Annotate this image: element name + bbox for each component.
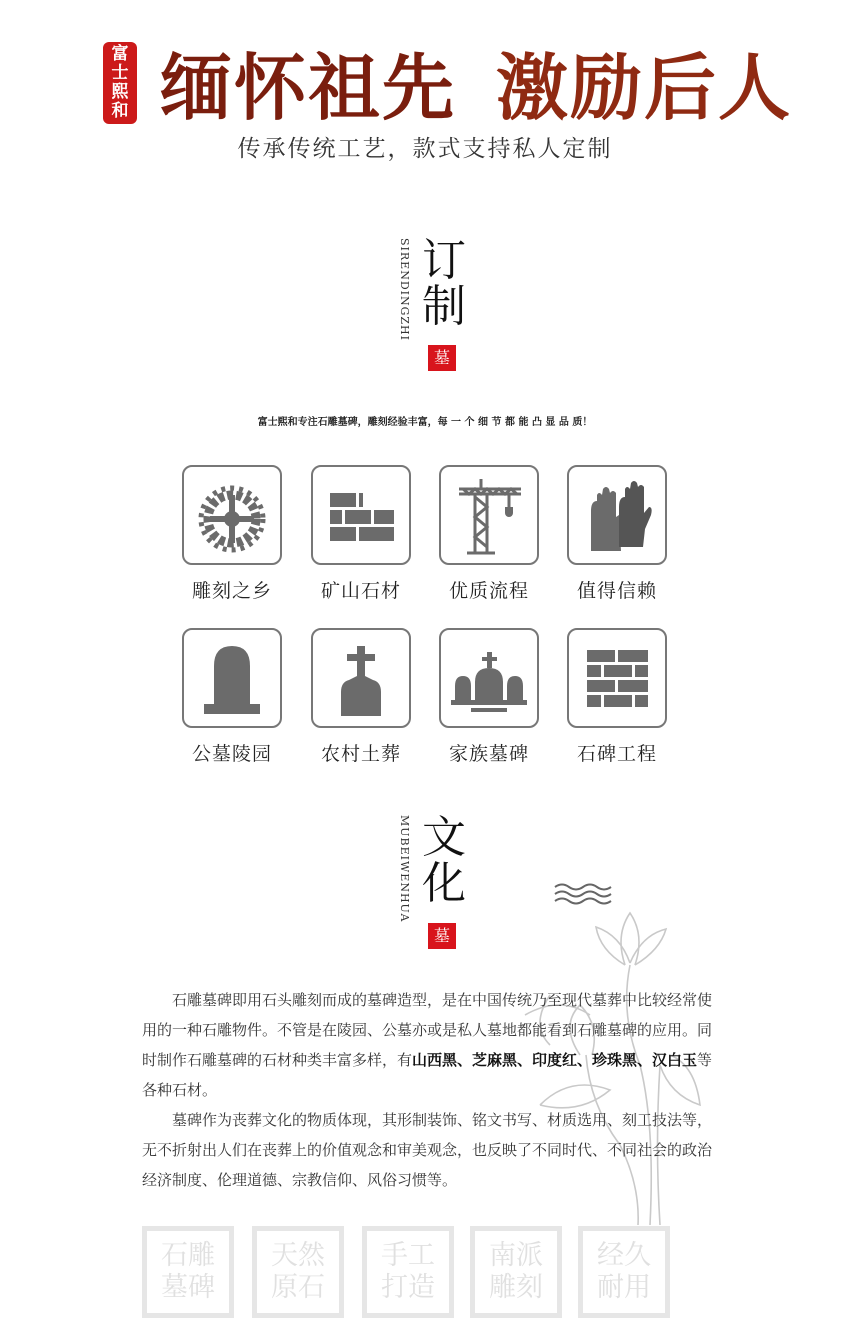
- stamp-line: 南派: [489, 1240, 543, 1271]
- stamp-line: 打造: [381, 1272, 435, 1303]
- stone-wall-icon: [569, 630, 665, 726]
- section-badge: 墓: [428, 923, 456, 949]
- section-pinyin: MUBEIWENHUA: [398, 815, 411, 923]
- section-title-culture: [398, 812, 478, 955]
- section-pinyin: SIRENDINGZHI: [398, 238, 411, 341]
- feature-label: 公墓陵园: [191, 743, 272, 765]
- feature-label: 雕刻之乡: [191, 580, 272, 602]
- feature-label: 农村土葬: [320, 743, 401, 765]
- feature-tile-process: [439, 465, 539, 565]
- logo-char: 和: [111, 101, 129, 121]
- title-char: 化: [422, 858, 466, 909]
- cross-grave-icon: [313, 630, 409, 726]
- culture-description: [142, 985, 714, 1195]
- headline-part2: 激励后人: [496, 45, 793, 130]
- stamp-tile: [252, 1226, 344, 1318]
- stamp-line: 经久: [597, 1240, 651, 1271]
- logo-char: 士: [111, 63, 129, 83]
- feature-tile-quarry: [311, 465, 411, 565]
- feature-label: 优质流程: [448, 580, 529, 602]
- brand-logo-seal: [103, 42, 137, 124]
- gloves-icon: [569, 467, 665, 563]
- feature-tile-carving: [182, 465, 282, 565]
- feature-tile-family: [439, 628, 539, 728]
- feature-tile-engineering: [567, 628, 667, 728]
- culture-paragraph: 墓碑作为丧葬文化的物质体现，其形制装饰、铭文书写、材质选用、刻工技法等，无不折射出人们在丧葬上的价值观念和审美观念，也反映了不同时代、不同社会的政治经济制度、伦理道德、宗教信仰、风俗习惯等。: [142, 1111, 713, 1189]
- stamp-line: 原石: [271, 1272, 325, 1303]
- stamp-line: 天然: [271, 1240, 325, 1271]
- brick-icon: [313, 467, 409, 563]
- stamp-line: 雕刻: [489, 1272, 543, 1303]
- logo-char: 富: [111, 44, 129, 64]
- culture-p1-prefix: 石雕墓碑即用石头雕刻而成的墓碑造型，是在中国传统乃至现代墓葬中比较经常使用的一种石雕物件。不管是在陵园、公墓亦或是私人墓地都能看到石雕墓碑的应用。同时制作石雕墓碑的石材种类丰富多样，有: [142, 991, 713, 1069]
- section-title-chars: [422, 812, 472, 909]
- feature-label: 家族墓碑: [448, 743, 529, 765]
- feature-tile-cemetery: [182, 628, 282, 728]
- title-char: 订: [422, 235, 466, 286]
- feature-label: 矿山石材: [320, 580, 401, 602]
- stamp-tile: [578, 1226, 670, 1318]
- saw-blade-icon: [184, 467, 280, 563]
- section-title-chars: [422, 235, 472, 332]
- stamp-line: 手工: [381, 1240, 435, 1271]
- tower-crane-icon: [441, 467, 537, 563]
- stamp-tile: [142, 1226, 234, 1318]
- culture-paragraph: [142, 985, 714, 1105]
- page-subheadline: 传承传统工艺，款式支持私人定制: [237, 136, 613, 162]
- stamp-tile: [362, 1226, 454, 1318]
- feature-tile-rural: [311, 628, 411, 728]
- section-badge: 墓: [428, 345, 456, 371]
- tombstone-icon: [184, 630, 280, 726]
- feature-label: 石碑工程: [576, 743, 657, 765]
- title-char: 文: [422, 812, 466, 863]
- headline-part1: 缅怀祖先: [160, 45, 457, 130]
- title-char: 制: [422, 281, 466, 332]
- stamp-line: 墓碑: [161, 1272, 215, 1303]
- page-headline: [160, 30, 800, 130]
- stone-types-bold: 山西黑、芝麻黑、印度红、珍珠黑、汉白玉: [412, 1051, 698, 1069]
- logo-char: 熙: [111, 82, 129, 102]
- family-graves-icon: [441, 630, 537, 726]
- feature-tile-trust: [567, 465, 667, 565]
- stamp-tile: [470, 1226, 562, 1318]
- stamp-line: 石雕: [161, 1240, 215, 1271]
- tagline: 富士熙和专注石雕墓碑，雕刻经验丰富，每 一 个 细 节 都 能 凸 显 品 质！: [257, 417, 593, 428]
- stamp-line: 耐用: [597, 1272, 651, 1303]
- section-title-custom: [398, 235, 478, 378]
- waves-decoration-icon: [553, 882, 613, 906]
- culture-p1-suffix: 等各种石材。: [142, 1051, 713, 1099]
- feature-label: 值得信赖: [576, 580, 657, 602]
